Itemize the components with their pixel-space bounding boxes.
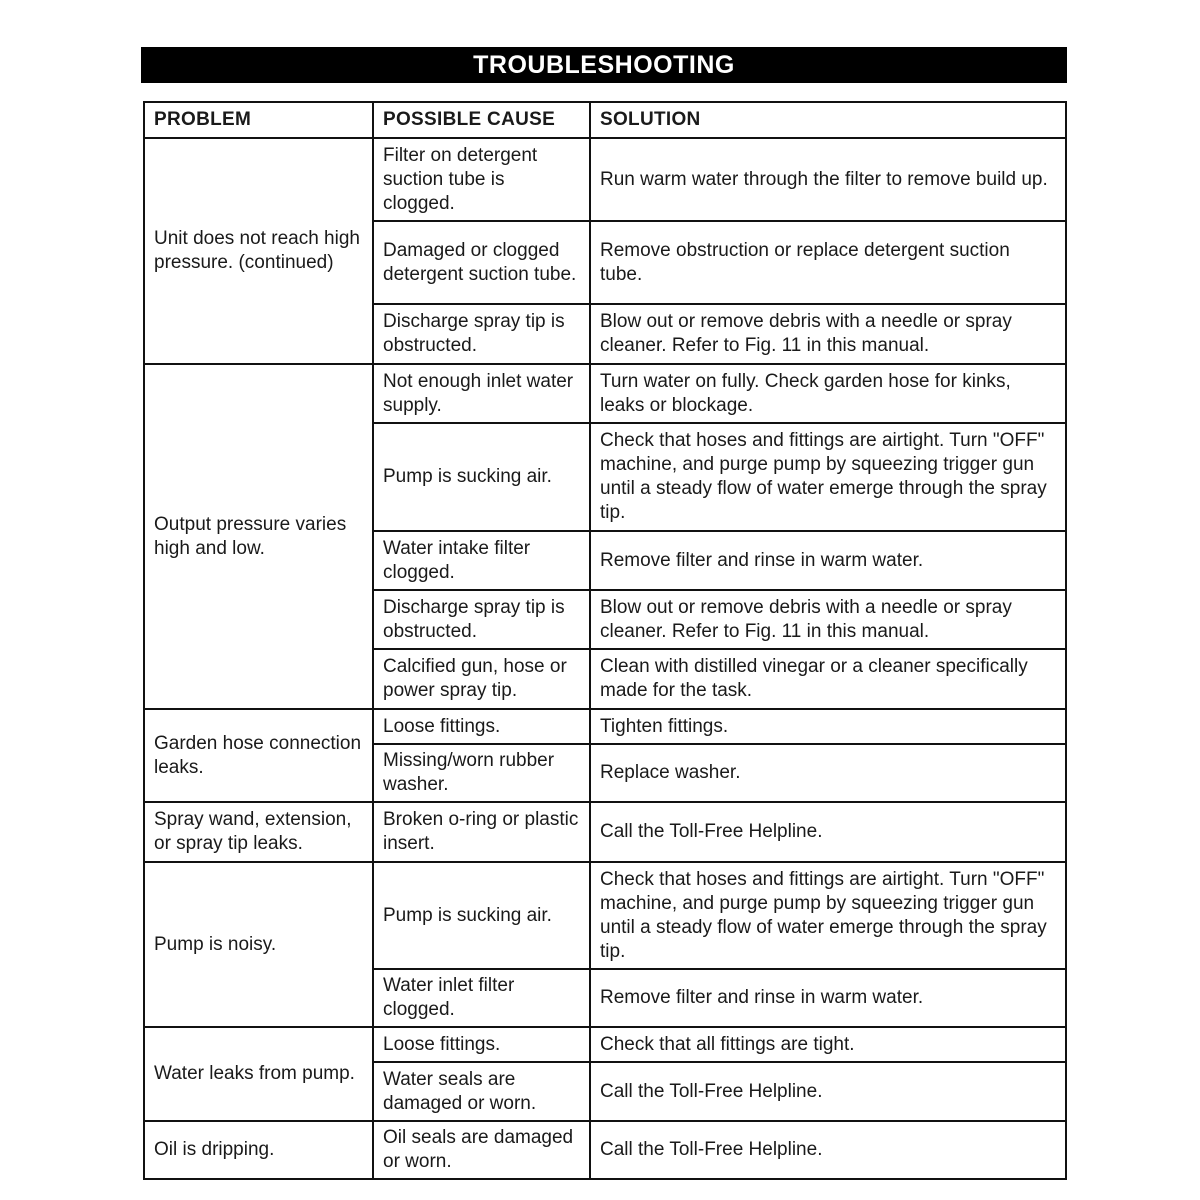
header-solution: SOLUTION	[590, 102, 1066, 138]
cause-cell: Oil seals are damaged or worn.	[373, 1121, 590, 1179]
cause-cell: Filter on detergent suction tube is clogged.	[373, 138, 590, 221]
solution-cell: Call the Toll-Free Helpline.	[590, 1062, 1066, 1121]
solution-cell: Remove filter and rinse in warm water.	[590, 531, 1066, 590]
cause-cell: Loose fittings.	[373, 709, 590, 744]
problem-cell: Pump is noisy.	[144, 862, 373, 1027]
page-title: TROUBLESHOOTING	[141, 47, 1067, 83]
solution-cell: Call the Toll-Free Helpline.	[590, 1121, 1066, 1179]
solution-cell: Check that hoses and fittings are airtight. Turn "OFF" machine, and purge pump by squeezing trigger gun until a steady flow of water emerge through the spray tip.	[590, 862, 1066, 969]
cause-cell: Water inlet filter clogged.	[373, 969, 590, 1027]
table-row	[144, 138, 1066, 221]
cause-cell: Broken o-ring or plastic insert.	[373, 802, 590, 862]
cause-cell: Calcified gun, hose or power spray tip.	[373, 649, 590, 709]
solution-cell: Turn water on fully. Check garden hose for kinks, leaks or blockage.	[590, 364, 1066, 423]
solution-cell: Check that hoses and fittings are airtight. Turn "OFF" machine, and purge pump by squeezing trigger gun until a steady flow of water emerge through the spray tip.	[590, 423, 1066, 531]
solution-cell: Check that all fittings are tight.	[590, 1027, 1066, 1062]
header-row	[144, 102, 1066, 138]
solution-cell: Replace washer.	[590, 744, 1066, 802]
solution-cell: Call the Toll-Free Helpline.	[590, 802, 1066, 862]
solution-cell: Clean with distilled vinegar or a cleaner specifically made for the task.	[590, 649, 1066, 709]
solution-cell: Run warm water through the filter to remove build up.	[590, 138, 1066, 221]
table-row	[144, 709, 1066, 744]
cause-cell: Pump is sucking air.	[373, 423, 590, 531]
solution-cell: Blow out or remove debris with a needle or spray cleaner. Refer to Fig. 11 in this manual.	[590, 304, 1066, 364]
problem-cell: Unit does not reach high pressure. (continued)	[144, 138, 373, 364]
problem-cell: Garden hose connection leaks.	[144, 709, 373, 802]
header-problem: PROBLEM	[144, 102, 373, 138]
cause-cell: Missing/worn rubber washer.	[373, 744, 590, 802]
cause-cell: Loose fittings.	[373, 1027, 590, 1062]
table-row	[144, 1121, 1066, 1179]
problem-cell: Water leaks from pump.	[144, 1027, 373, 1121]
table-row	[144, 802, 1066, 862]
header-possible-cause: POSSIBLE CAUSE	[373, 102, 590, 138]
table-row	[144, 1027, 1066, 1062]
solution-cell: Blow out or remove debris with a needle or spray cleaner. Refer to Fig. 11 in this manual.	[590, 590, 1066, 649]
cause-cell: Damaged or clogged detergent suction tube.	[373, 221, 590, 304]
solution-cell: Remove filter and rinse in warm water.	[590, 969, 1066, 1027]
solution-cell: Tighten fittings.	[590, 709, 1066, 744]
cause-cell: Discharge spray tip is obstructed.	[373, 590, 590, 649]
troubleshooting-table	[143, 101, 1067, 1180]
cause-cell: Water seals are damaged or worn.	[373, 1062, 590, 1121]
table-row	[144, 862, 1066, 969]
cause-cell: Pump is sucking air.	[373, 862, 590, 969]
problem-cell: Output pressure varies high and low.	[144, 364, 373, 709]
cause-cell: Discharge spray tip is obstructed.	[373, 304, 590, 364]
problem-cell: Spray wand, extension, or spray tip leaks.	[144, 802, 373, 862]
solution-cell: Remove obstruction or replace detergent suction tube.	[590, 221, 1066, 304]
problem-cell: Oil is dripping.	[144, 1121, 373, 1179]
cause-cell: Water intake filter clogged.	[373, 531, 590, 590]
table-row	[144, 364, 1066, 423]
cause-cell: Not enough inlet water supply.	[373, 364, 590, 423]
